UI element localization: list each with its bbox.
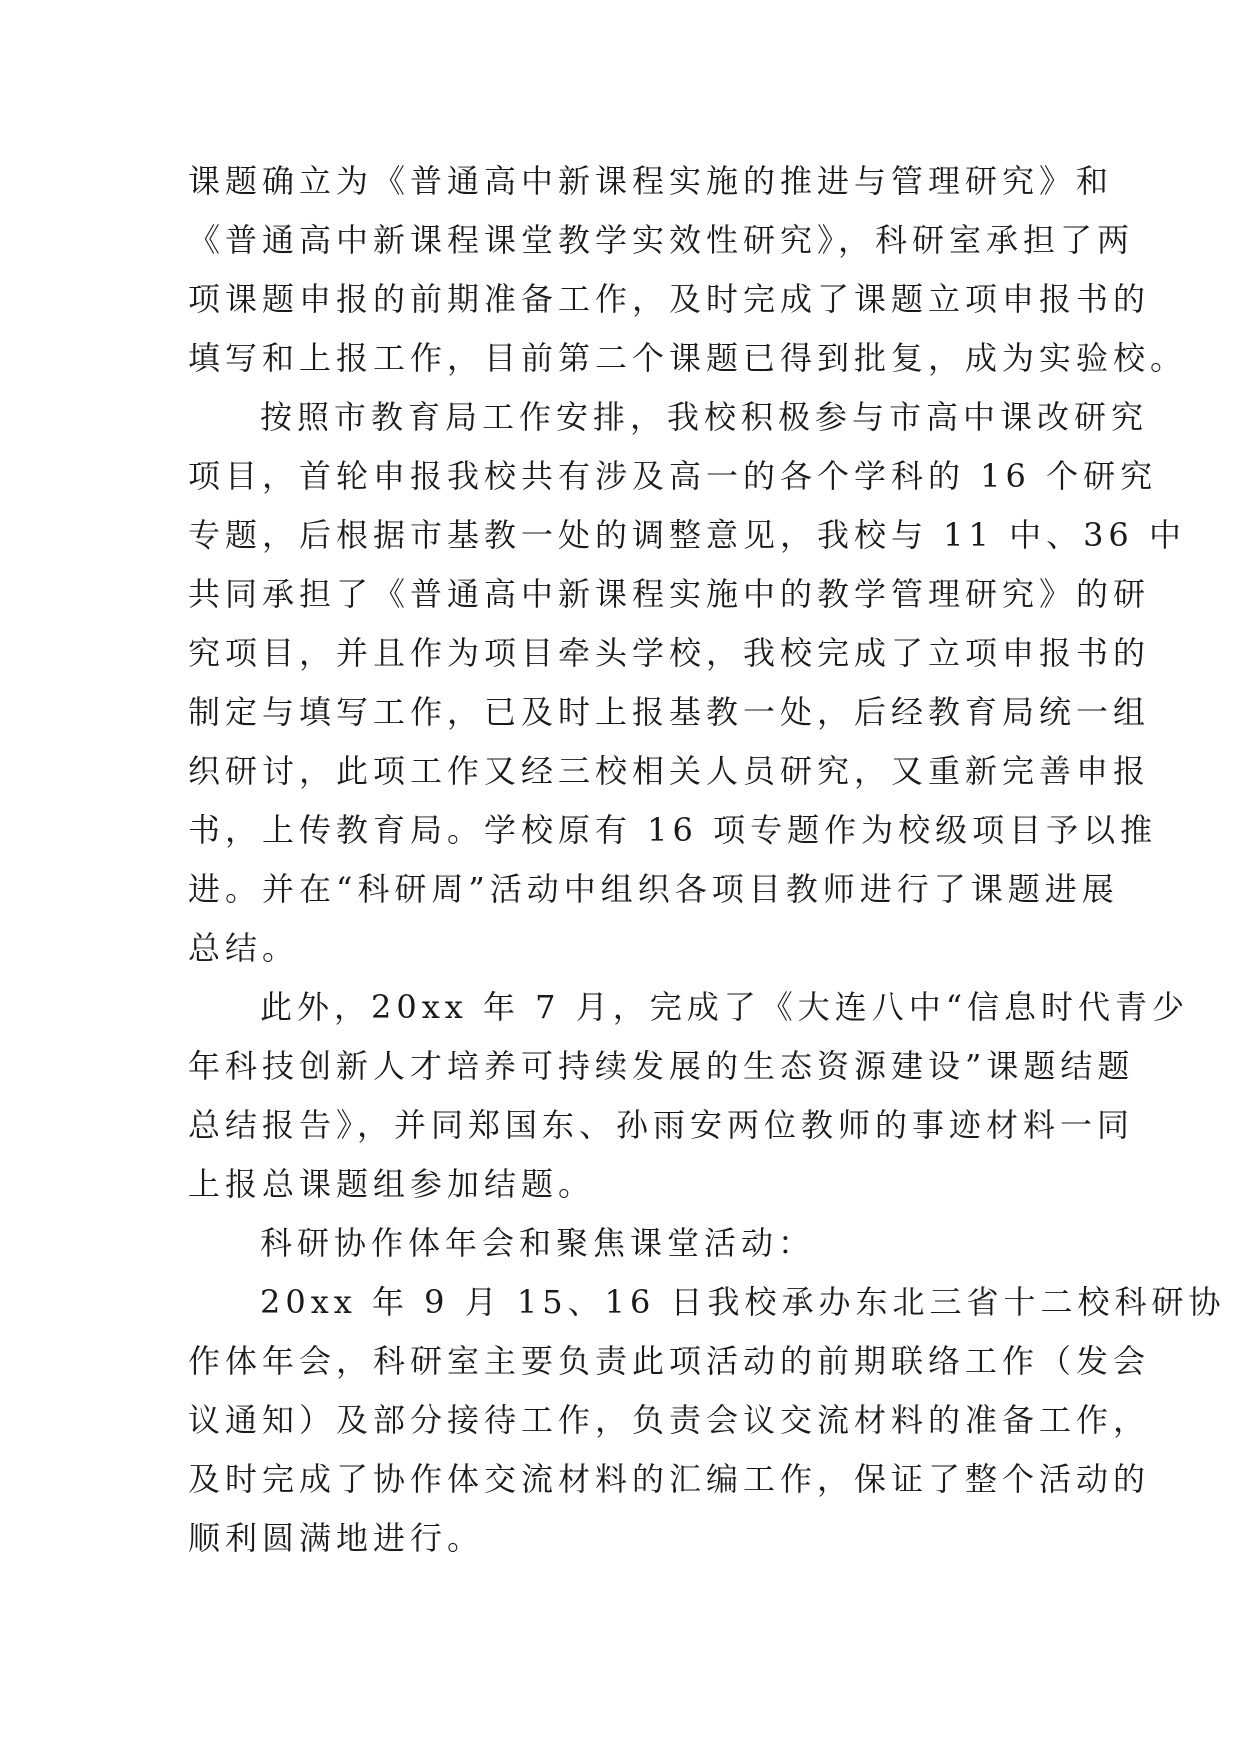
paragraph-first-line: 此外，20xx 年 7 月，完成了《大连八中“信息时代青少 xyxy=(260,988,1190,1026)
section-heading: 科研协作体年会和聚焦课堂活动： xyxy=(260,1224,816,1262)
text-line: 及时完成了协作体交流材料的汇编工作，保证了整个活动的 xyxy=(188,1460,1151,1498)
text-line: 填写和上报工作，目前第二个课题已得到批复，成为实验校。 xyxy=(188,339,1188,377)
text-line: 总结。 xyxy=(188,929,300,967)
paragraph-first-line: 20xx 年 9 月 15、16 日我校承办东北三省十二校科研协 xyxy=(260,1283,1226,1321)
text-line: 顺利圆满地进行。 xyxy=(188,1519,485,1557)
text-line: 《普通高中新课程课堂教学实效性研究》，科研室承担了两 xyxy=(188,221,1135,259)
text-line: 制定与填写工作，已及时上报基教一处，后经教育局统一组 xyxy=(188,693,1151,731)
text-line: 专题，后根据市基教一处的调整意见，我校与 11 中、36 中 xyxy=(188,516,1186,554)
text-line: 总结报告》，并同郑国东、孙雨安两位教师的事迹材料一同 xyxy=(188,1106,1135,1144)
text-line: 项课题申报的前期准备工作，及时完成了课题立项申报书的 xyxy=(188,280,1151,318)
text-line: 课题确立为《普通高中新课程实施的推进与管理研究》和 xyxy=(188,162,1114,200)
text-line: 上报总课题组参加结题。 xyxy=(188,1165,596,1203)
text-line: 进。并在“科研周”活动中组织各项目教师进行了课题进展 xyxy=(188,870,1119,908)
text-line: 书，上传教育局。学校原有 16 项专题作为校级项目予以推 xyxy=(188,811,1158,849)
text-line: 议通知）及部分接待工作，负责会议交流材料的准备工作， xyxy=(188,1401,1151,1439)
text-line: 究项目，并且作为项目牵头学校，我校完成了立项申报书的 xyxy=(188,634,1151,672)
paragraph-first-line: 按照市教育局工作安排，我校积极参与市高中课改研究 xyxy=(260,398,1149,436)
text-line: 项目，首轮申报我校共有涉及高一的各个学科的 16 个研究 xyxy=(188,457,1158,495)
document-body xyxy=(188,152,1226,1568)
text-line: 共同承担了《普通高中新课程实施中的教学管理研究》的研 xyxy=(188,575,1151,613)
text-line: 年科技创新人才培养可持续发展的生态资源建设”课题结题 xyxy=(188,1047,1135,1085)
text-line: 织研讨，此项工作又经三校相关人员研究，又重新完善申报 xyxy=(188,752,1151,790)
text-line: 作体年会，科研室主要负责此项活动的前期联络工作（发会 xyxy=(188,1342,1151,1380)
